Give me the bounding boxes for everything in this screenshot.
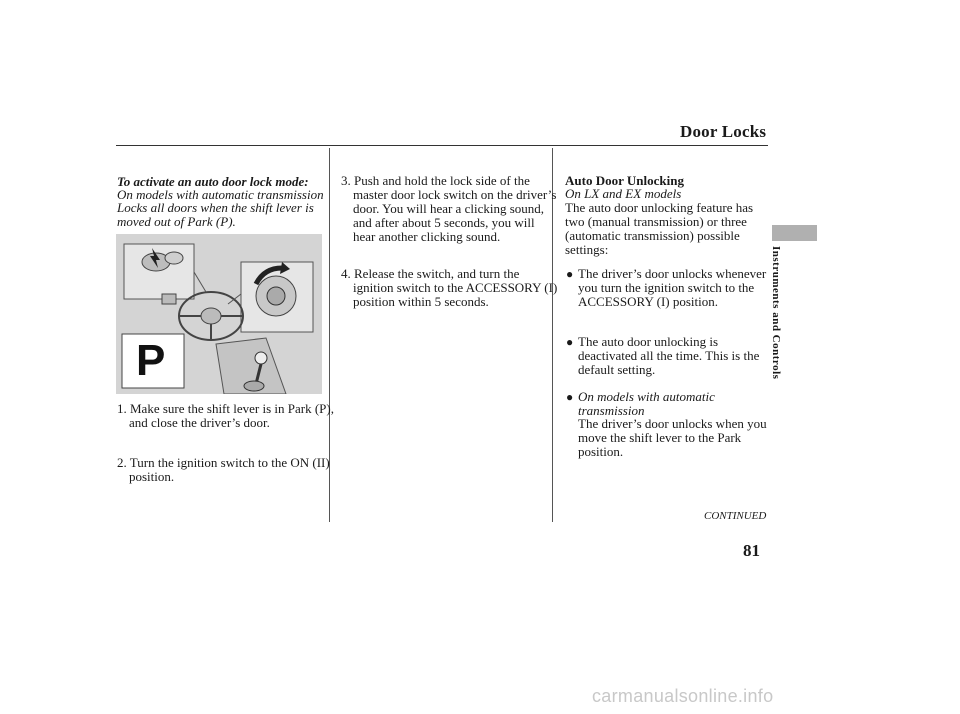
page-title: Door Locks xyxy=(680,122,767,141)
bullet-text: The auto door unlocking is deactivated all the time. This is the default setting. xyxy=(578,334,760,377)
bullet-dot: ● xyxy=(566,267,574,281)
step-number: 3. xyxy=(341,173,351,188)
section-tab xyxy=(772,225,817,241)
bullet-dot: ● xyxy=(566,390,574,404)
step-4 xyxy=(341,267,558,309)
step-text: Release the switch, and turn the ignition switch to the ACCESSORY (I) position within 5 seconds. xyxy=(353,266,558,309)
park-letter: P xyxy=(136,336,166,385)
bullet-note: On models with automatic transmission xyxy=(578,389,715,418)
section-subheading: On LX and EX models xyxy=(565,186,682,201)
step-text: Make sure the shift lever is in Park (P), and close the driver’s door. xyxy=(129,401,334,430)
continued-label: CONTINUED xyxy=(704,510,767,522)
header-rule xyxy=(116,145,768,146)
step-1 xyxy=(117,402,334,430)
section-subheading: On models with automatic transmission xyxy=(117,187,324,202)
step-number: 2. xyxy=(117,455,127,470)
section-heading: To activate an auto door lock mode: xyxy=(117,174,309,189)
step-3 xyxy=(341,174,558,244)
bullet-text: The driver’s door unlocks whenever you turn the ignition switch to the ACCESSORY (I) position. xyxy=(578,266,767,309)
section-heading: Auto Door Unlocking xyxy=(565,173,684,188)
watermark: carmanualsonline.info xyxy=(592,686,774,706)
step-number: 1. xyxy=(117,401,127,416)
step-text: Turn the ignition switch to the ON (II) position. xyxy=(129,455,330,484)
step-text: Push and hold the lock side of the master door lock switch on the driver’s door. You will hear a clicking sound, and after about 5 seconds, you will hear another clicking sound. xyxy=(353,173,557,244)
intro-paragraph: The auto door unlocking feature has two (manual transmission) or three (automatic transmission) possible settings: xyxy=(565,200,754,257)
page-number: 81 xyxy=(743,541,760,560)
step-number: 4. xyxy=(341,266,351,281)
side-label-text: Instruments and Controls xyxy=(770,246,782,380)
illustration xyxy=(116,234,322,394)
section-description: Locks all doors when the shift lever is moved out of Park (P). xyxy=(117,200,314,229)
bullet-continuation: The driver’s door unlocks when you move the shift lever to the Park position. xyxy=(578,416,767,459)
bullet-dot: ● xyxy=(566,335,574,349)
footer xyxy=(0,684,960,714)
side-label xyxy=(764,246,784,380)
step-2 xyxy=(117,456,334,484)
